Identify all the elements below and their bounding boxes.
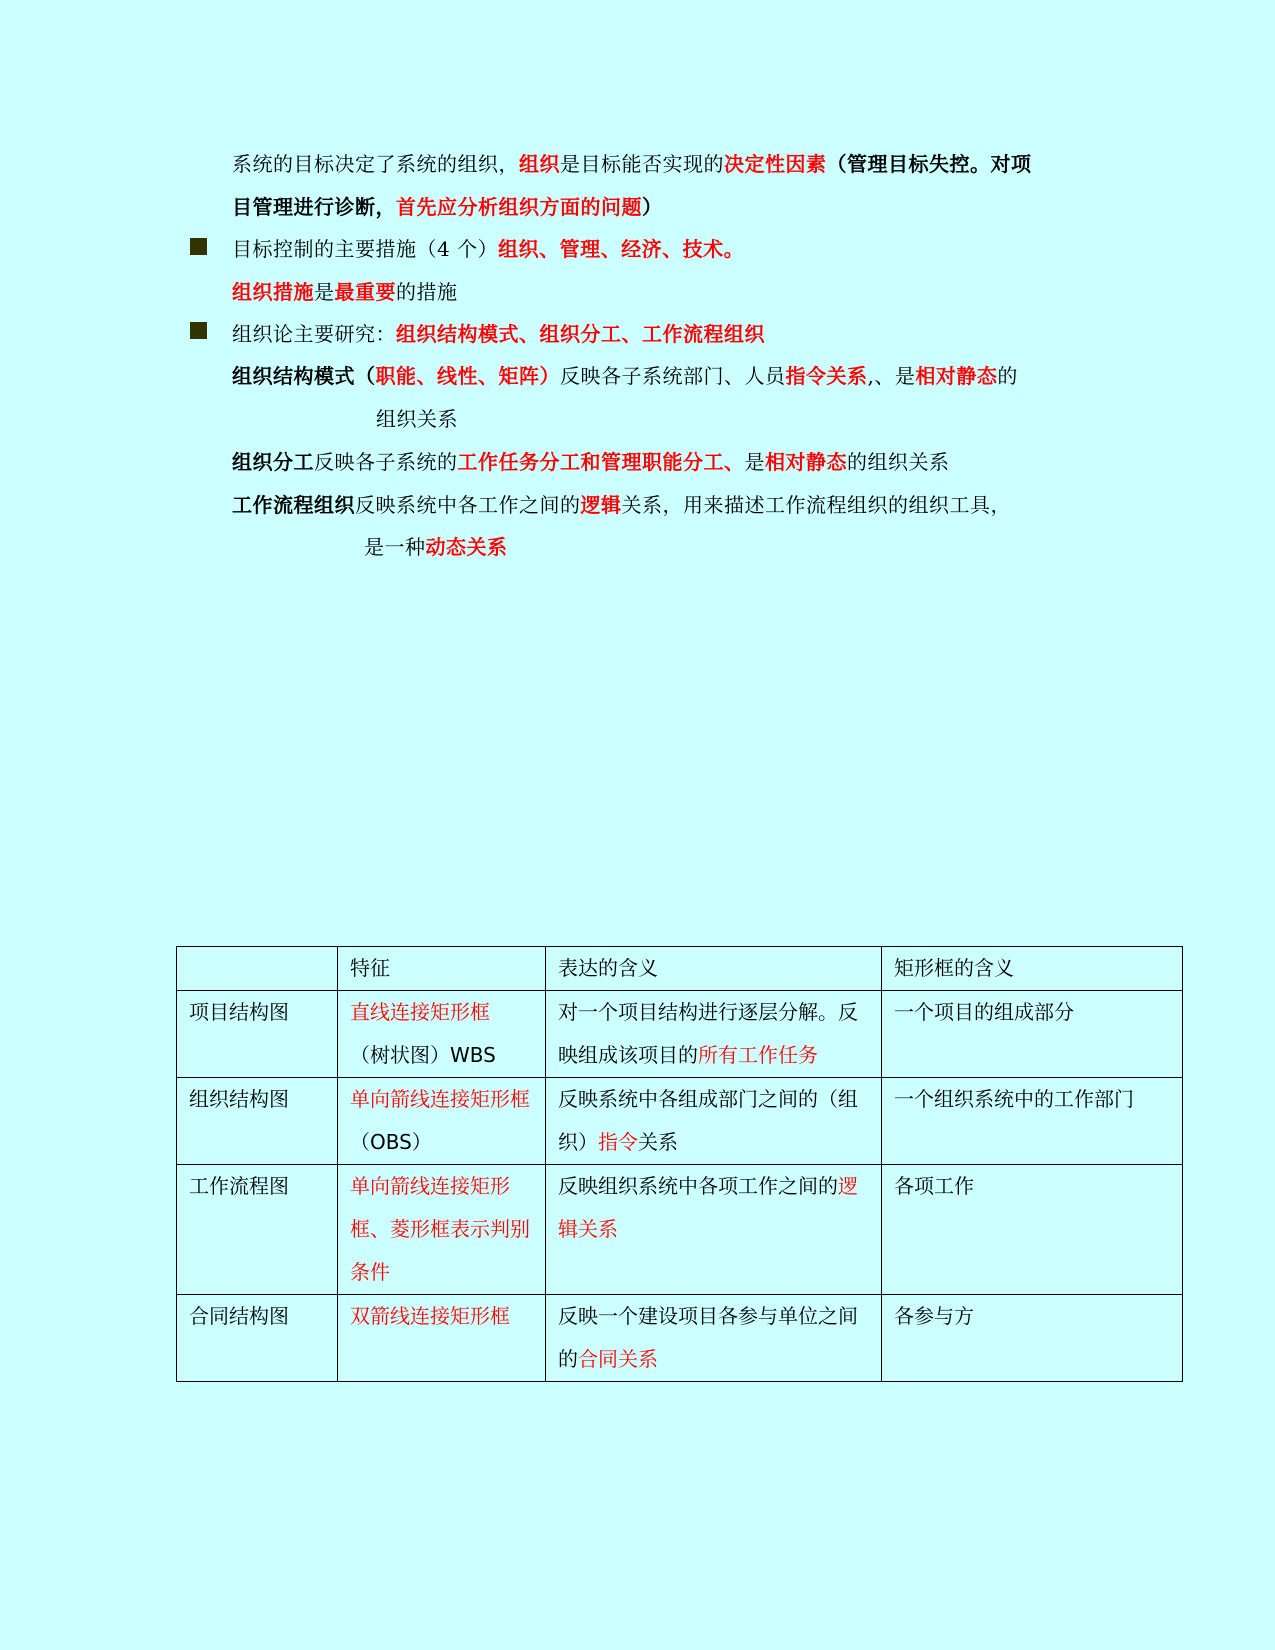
highlight-text: 所有工作任务: [698, 1043, 818, 1067]
meaning-cell: [546, 1295, 882, 1382]
feature-cell: [338, 991, 546, 1078]
highlight-text: 动态关系: [425, 535, 508, 559]
text: （OBS）: [350, 1130, 432, 1154]
text: 反映系统中各工作之间的: [355, 493, 581, 517]
highlight-text: 单向箭线连接矩形框、菱形框表示判别条件: [350, 1174, 530, 1284]
highlight-text: 指令关系: [785, 364, 868, 388]
line-workflow-cont: [364, 533, 508, 561]
row-label: 项目结构图: [177, 991, 338, 1078]
bullet-line-org-theory: [232, 320, 765, 348]
text: 的组织关系: [847, 450, 950, 474]
text: 的: [997, 364, 1018, 388]
text: 对一个项目结构进行逐层分解。反映组成该项目的: [558, 1000, 858, 1067]
text: 反映组织系统中各项工作之间的: [558, 1174, 838, 1198]
table-header-row: [177, 947, 1183, 991]
line-division: [232, 448, 950, 476]
text: 是目标能否实现的: [560, 152, 724, 176]
highlight-text: 双箭线连接矩形框: [350, 1304, 510, 1328]
line-org-measures: [232, 278, 458, 306]
meaning-cell: [546, 1165, 882, 1295]
meaning-cell: [546, 1078, 882, 1165]
table-row: [177, 1165, 1183, 1295]
box-meaning-cell: 一个组织系统中的工作部门: [882, 1078, 1183, 1165]
text: 关系，用来描述工作流程组织的组织工具，: [621, 493, 1011, 517]
table-row: [177, 991, 1183, 1078]
text: 是: [314, 280, 335, 304]
highlight-text: 指令: [598, 1130, 638, 1154]
bold-text: 工作流程组织: [232, 493, 355, 517]
header-cell: 表达的含义: [546, 947, 882, 991]
highlight-text: 最重要: [334, 280, 396, 304]
header-cell: [177, 947, 338, 991]
text: ,、是: [867, 364, 916, 388]
table-row: [177, 1295, 1183, 1382]
line-workflow: [232, 491, 1011, 519]
highlight-text: ）: [539, 364, 560, 388]
diagram-comparison-table: [176, 946, 1183, 1382]
highlight-text: 单向箭线连接矩形框: [350, 1087, 530, 1111]
row-label: 工作流程图: [177, 1165, 338, 1295]
text: 反映各子系统部门、人员: [560, 364, 786, 388]
box-meaning-cell: 各参与方: [882, 1295, 1183, 1382]
text: 系统的目标决定了系统的组织，: [232, 152, 519, 176]
text: 关系: [638, 1130, 678, 1154]
intro-line-2: [232, 193, 663, 221]
text: 是: [744, 450, 765, 474]
highlight-text: 合同关系: [578, 1347, 658, 1371]
text: 反映一个建设项目各参与单位之间的: [558, 1304, 858, 1371]
highlight-text: 组织结构模式、组织分工、工作流程组织: [396, 322, 765, 346]
highlight-text: 首先应分析组织方面的问题: [396, 195, 642, 219]
highlight-text: 组织: [519, 152, 560, 176]
text: 组织关系: [376, 407, 458, 431]
intro-line-1: [232, 150, 1032, 178]
bold-text: （管理目标失控。对项: [826, 152, 1032, 176]
text: 组织论主要研究：: [232, 322, 396, 346]
highlight-text: 逻辑: [580, 493, 622, 517]
feature-cell: [338, 1078, 546, 1165]
highlight-text: 组织、管理、经济、技术。: [498, 237, 745, 261]
highlight-text: 决定性因素: [724, 152, 827, 176]
bullet-line-control-measures: [232, 235, 744, 263]
highlight-text: 直线连接矩形框: [350, 1000, 490, 1024]
highlight-text: 逻辑关系: [558, 1174, 858, 1241]
feature-cell: [338, 1295, 546, 1382]
highlight-text: 组织措施: [232, 280, 314, 304]
highlight-text: 相对静态: [915, 364, 998, 388]
box-meaning-cell: 各项工作: [882, 1165, 1183, 1295]
text: ）: [642, 195, 663, 219]
highlight-text: 相对静态: [765, 450, 847, 474]
text: 的措施: [396, 280, 458, 304]
feature-cell: [338, 1165, 546, 1295]
meaning-cell: [546, 991, 882, 1078]
line-structure-mode-cont: [376, 405, 458, 433]
header-cell: 特征: [338, 947, 546, 991]
text: 目管理进行诊断，: [232, 195, 396, 219]
text: （树状图）WBS: [350, 1043, 496, 1067]
text: 反映各子系统的: [314, 450, 458, 474]
row-label: 合同结构图: [177, 1295, 338, 1382]
box-meaning-cell: 一个项目的组成部分: [882, 991, 1183, 1078]
text: 反映系统中各组成部门之间的（组织）: [558, 1087, 858, 1154]
bold-text: 组织结构模式（: [232, 364, 376, 388]
row-label: 组织结构图: [177, 1078, 338, 1165]
highlight-text: 工作任务分工和管理职能分工、: [457, 450, 745, 474]
highlight-text: 职能、线性、矩阵: [375, 364, 540, 388]
header-cell: 矩形框的含义: [882, 947, 1183, 991]
bold-text: 组织分工: [232, 450, 314, 474]
text: 目标控制的主要措施（4 个）: [232, 237, 499, 261]
square-bullet-icon: [190, 322, 207, 339]
square-bullet-icon: [190, 238, 207, 255]
text: 是一种: [364, 535, 426, 559]
line-structure-mode: [232, 362, 1018, 390]
table-row: [177, 1078, 1183, 1165]
